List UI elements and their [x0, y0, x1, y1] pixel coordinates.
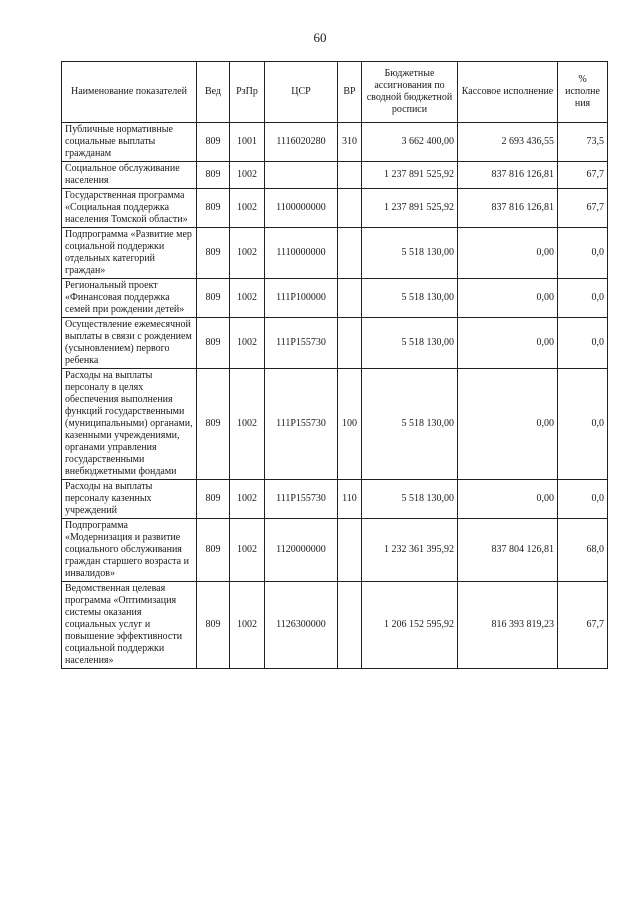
cell-vr — [338, 519, 362, 582]
cell-percent: 0,0 — [558, 318, 608, 369]
cell-execution: 0,00 — [458, 480, 558, 519]
cell-csr — [265, 162, 338, 189]
cell-percent: 0,0 — [558, 228, 608, 279]
header-assignments: Бюджетные ассигнования по сводной бюджетной росписи — [362, 62, 458, 123]
budget-execution-table — [61, 61, 608, 669]
cell-percent: 0,0 — [558, 480, 608, 519]
table-row — [62, 123, 608, 162]
cell-csr: 1110000000 — [265, 228, 338, 279]
cell-csr: 1100000000 — [265, 189, 338, 228]
header-ved: Вед — [197, 62, 230, 123]
cell-percent: 67,7 — [558, 582, 608, 669]
cell-ved: 809 — [197, 279, 230, 318]
cell-vr: 110 — [338, 480, 362, 519]
cell-assignments: 5 518 130,00 — [362, 279, 458, 318]
cell-assignments: 1 232 361 395,92 — [362, 519, 458, 582]
table-row — [62, 480, 608, 519]
cell-vr — [338, 228, 362, 279]
cell-assignments: 1 237 891 525,92 — [362, 162, 458, 189]
cell-ved: 809 — [197, 189, 230, 228]
header-vr: ВР — [338, 62, 362, 123]
cell-ved: 809 — [197, 369, 230, 480]
cell-percent: 68,0 — [558, 519, 608, 582]
table-row — [62, 228, 608, 279]
cell-csr: 1126300000 — [265, 582, 338, 669]
cell-vr: 100 — [338, 369, 362, 480]
cell-rzpr: 1002 — [230, 480, 265, 519]
cell-percent: 73,5 — [558, 123, 608, 162]
cell-rzpr: 1002 — [230, 582, 265, 669]
cell-percent: 67,7 — [558, 189, 608, 228]
cell-csr: 111P155730 — [265, 318, 338, 369]
header-rzpr: РзПр — [230, 62, 265, 123]
cell-ved: 809 — [197, 162, 230, 189]
cell-rzpr: 1002 — [230, 279, 265, 318]
cell-assignments: 5 518 130,00 — [362, 318, 458, 369]
cell-name: Осуществление ежемесячной выплаты в связи с рождением (усыновлением) первого ребенка — [62, 318, 197, 369]
cell-rzpr: 1002 — [230, 189, 265, 228]
cell-ved: 809 — [197, 519, 230, 582]
cell-name: Публичные нормативные социальные выплаты гражданам — [62, 123, 197, 162]
cell-rzpr: 1002 — [230, 228, 265, 279]
header-csr: ЦСР — [265, 62, 338, 123]
cell-name: Расходы на выплаты персоналу казенных учреждений — [62, 480, 197, 519]
cell-execution: 0,00 — [458, 369, 558, 480]
page-number: 60 — [313, 30, 327, 45]
cell-assignments: 5 518 130,00 — [362, 480, 458, 519]
cell-execution: 816 393 819,23 — [458, 582, 558, 669]
cell-rzpr: 1001 — [230, 123, 265, 162]
header-name: Наименование показателей — [62, 62, 197, 123]
cell-vr — [338, 162, 362, 189]
cell-vr — [338, 279, 362, 318]
cell-name: Ведомственная целевая программа «Оптимизация системы оказания социальных услуг и повышение эффективности социальной поддержки населения» — [62, 582, 197, 669]
cell-execution: 837 816 126,81 — [458, 189, 558, 228]
cell-ved: 809 — [197, 480, 230, 519]
cell-csr: 111P100000 — [265, 279, 338, 318]
cell-execution: 837 816 126,81 — [458, 162, 558, 189]
cell-ved: 809 — [197, 318, 230, 369]
cell-vr — [338, 582, 362, 669]
cell-execution: 0,00 — [458, 279, 558, 318]
cell-name: Подпрограмма «Развитие мер социальной поддержки отдельных категорий граждан» — [62, 228, 197, 279]
cell-name: Расходы на выплаты персоналу в целях обеспечения выполнения функций государственными (муниципальными) органами, казенными учреждениями, органами управления государственными внебюджетными фондами — [62, 369, 197, 480]
cell-name: Социальное обслуживание населения — [62, 162, 197, 189]
cell-assignments: 1 237 891 525,92 — [362, 189, 458, 228]
cell-name: Государственная программа «Социальная поддержка населения Томской области» — [62, 189, 197, 228]
table-row — [62, 519, 608, 582]
cell-execution: 837 804 126,81 — [458, 519, 558, 582]
table-row — [62, 279, 608, 318]
cell-vr: 310 — [338, 123, 362, 162]
cell-name: Региональный проект «Финансовая поддержка семей при рождении детей» — [62, 279, 197, 318]
cell-rzpr: 1002 — [230, 369, 265, 480]
cell-assignments: 1 206 152 595,92 — [362, 582, 458, 669]
table-row — [62, 369, 608, 480]
cell-execution: 0,00 — [458, 318, 558, 369]
table-row — [62, 162, 608, 189]
cell-percent: 0,0 — [558, 279, 608, 318]
cell-csr: 1116020280 — [265, 123, 338, 162]
cell-execution: 0,00 — [458, 228, 558, 279]
cell-csr: 111P155730 — [265, 369, 338, 480]
cell-ved: 809 — [197, 228, 230, 279]
cell-ved: 809 — [197, 123, 230, 162]
cell-rzpr: 1002 — [230, 318, 265, 369]
cell-assignments: 5 518 130,00 — [362, 369, 458, 480]
cell-vr — [338, 318, 362, 369]
header-percent: % исполне ния — [558, 62, 608, 123]
cell-percent: 0,0 — [558, 369, 608, 480]
table-header-row — [62, 62, 608, 123]
cell-csr: 111P155730 — [265, 480, 338, 519]
table-row — [62, 582, 608, 669]
cell-vr — [338, 189, 362, 228]
cell-execution: 2 693 436,55 — [458, 123, 558, 162]
header-execution: Кассовое исполнение — [458, 62, 558, 123]
table-row — [62, 189, 608, 228]
cell-ved: 809 — [197, 582, 230, 669]
cell-assignments: 3 662 400,00 — [362, 123, 458, 162]
cell-percent: 67,7 — [558, 162, 608, 189]
cell-csr: 1120000000 — [265, 519, 338, 582]
table-row — [62, 318, 608, 369]
cell-assignments: 5 518 130,00 — [362, 228, 458, 279]
cell-rzpr: 1002 — [230, 519, 265, 582]
cell-name: Подпрограмма «Модернизация и развитие социального обслуживания граждан старшего возраста и инвалидов» — [62, 519, 197, 582]
cell-rzpr: 1002 — [230, 162, 265, 189]
